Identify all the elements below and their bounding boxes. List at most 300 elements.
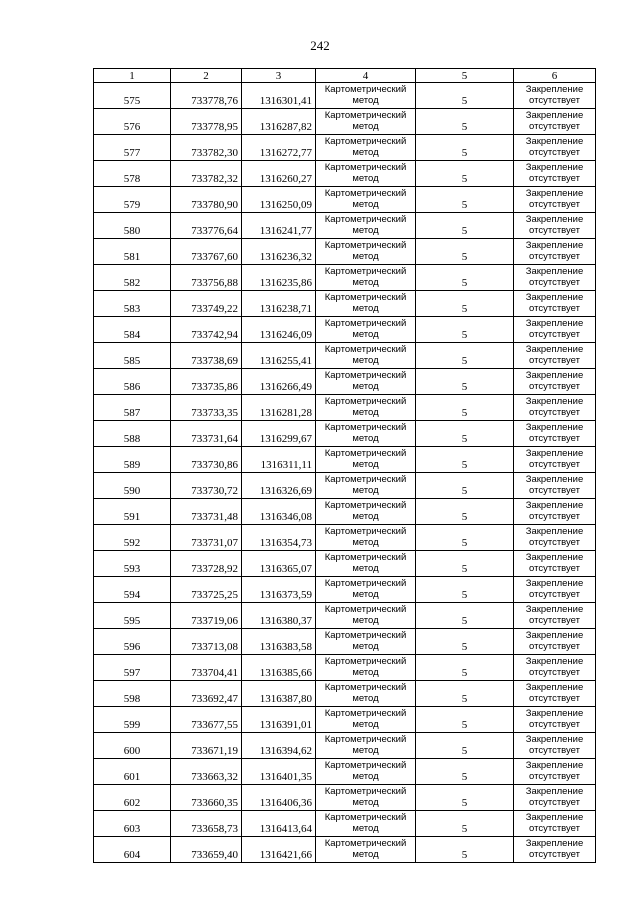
fixing-cell xyxy=(514,447,596,473)
coordinate-x-cell: 733749,22 xyxy=(171,291,242,317)
coordinate-y-cell: 1316299,67 xyxy=(242,421,316,447)
column-header-6: 6 xyxy=(514,69,596,83)
method-line-2: метод xyxy=(352,667,379,678)
table-row xyxy=(94,603,596,629)
fixing-cell xyxy=(514,135,596,161)
method-cell xyxy=(316,473,416,499)
method-line-1: Картометрический xyxy=(324,292,407,303)
coordinate-x-cell: 733731,48 xyxy=(171,499,242,525)
accuracy-cell: 5 xyxy=(416,187,514,213)
method-line-2: метод xyxy=(352,329,379,340)
accuracy-cell: 5 xyxy=(416,343,514,369)
table-row xyxy=(94,421,596,447)
point-number-cell: 575 xyxy=(94,83,171,109)
accuracy-cell: 5 xyxy=(416,837,514,863)
method-line-1: Картометрический xyxy=(324,84,407,95)
coordinate-y-cell: 1316385,66 xyxy=(242,655,316,681)
method-line-2: метод xyxy=(352,693,379,704)
table-row xyxy=(94,759,596,785)
method-line-1: Картометрический xyxy=(324,656,407,667)
fixing-line-1: Закрепление xyxy=(525,630,584,641)
coordinate-x-cell: 733663,32 xyxy=(171,759,242,785)
fixing-line-1: Закрепление xyxy=(525,370,584,381)
table-row xyxy=(94,317,596,343)
fixing-line-2: отсутствует xyxy=(529,303,580,314)
method-cell xyxy=(316,707,416,733)
accuracy-cell: 5 xyxy=(416,317,514,343)
accuracy-cell: 5 xyxy=(416,473,514,499)
method-line-2: метод xyxy=(352,251,379,262)
table-row xyxy=(94,785,596,811)
point-number-cell: 589 xyxy=(94,447,171,473)
method-line-2: метод xyxy=(352,355,379,366)
method-cell xyxy=(316,681,416,707)
coordinate-y-cell: 1316260,27 xyxy=(242,161,316,187)
method-cell xyxy=(316,109,416,135)
fixing-line-2: отсутствует xyxy=(529,693,580,704)
table-row xyxy=(94,369,596,395)
method-line-1: Картометрический xyxy=(324,474,407,485)
point-number-cell: 584 xyxy=(94,317,171,343)
accuracy-cell: 5 xyxy=(416,811,514,837)
table-row xyxy=(94,551,596,577)
table-row xyxy=(94,707,596,733)
table-row xyxy=(94,499,596,525)
fixing-cell xyxy=(514,759,596,785)
method-line-1: Картометрический xyxy=(324,214,407,225)
accuracy-cell: 5 xyxy=(416,135,514,161)
point-number-cell: 600 xyxy=(94,733,171,759)
table-row xyxy=(94,473,596,499)
point-number-cell: 604 xyxy=(94,837,171,863)
fixing-line-1: Закрепление xyxy=(525,786,584,797)
method-line-1: Картометрический xyxy=(324,552,407,563)
accuracy-cell: 5 xyxy=(416,421,514,447)
method-cell xyxy=(316,213,416,239)
fixing-line-1: Закрепление xyxy=(525,526,584,537)
accuracy-cell: 5 xyxy=(416,629,514,655)
point-number-cell: 599 xyxy=(94,707,171,733)
point-number-cell: 577 xyxy=(94,135,171,161)
coordinate-y-cell: 1316346,08 xyxy=(242,499,316,525)
method-cell xyxy=(316,291,416,317)
point-number-cell: 592 xyxy=(94,525,171,551)
coordinate-x-cell: 733660,35 xyxy=(171,785,242,811)
fixing-line-2: отсутствует xyxy=(529,433,580,444)
table-header-row xyxy=(94,69,596,83)
method-cell xyxy=(316,733,416,759)
fixing-cell xyxy=(514,577,596,603)
fixing-line-2: отсутствует xyxy=(529,407,580,418)
table-body xyxy=(94,83,596,863)
fixing-cell xyxy=(514,109,596,135)
fixing-cell xyxy=(514,707,596,733)
fixing-cell xyxy=(514,161,596,187)
fixing-line-1: Закрепление xyxy=(525,708,584,719)
fixing-cell xyxy=(514,369,596,395)
accuracy-cell: 5 xyxy=(416,759,514,785)
fixing-cell xyxy=(514,421,596,447)
method-line-1: Картометрический xyxy=(324,162,407,173)
fixing-line-2: отсутствует xyxy=(529,355,580,366)
fixing-line-2: отсутствует xyxy=(529,745,580,756)
method-line-1: Картометрический xyxy=(324,526,407,537)
coordinate-x-cell: 733735,86 xyxy=(171,369,242,395)
coordinate-x-cell: 733731,64 xyxy=(171,421,242,447)
coordinate-x-cell: 733782,32 xyxy=(171,161,242,187)
table-row xyxy=(94,239,596,265)
method-cell xyxy=(316,369,416,395)
method-line-1: Картометрический xyxy=(324,708,407,719)
fixing-line-1: Закрепление xyxy=(525,292,584,303)
fixing-cell xyxy=(514,395,596,421)
method-cell xyxy=(316,837,416,863)
point-number-cell: 593 xyxy=(94,551,171,577)
coordinate-y-cell: 1316326,69 xyxy=(242,473,316,499)
accuracy-cell: 5 xyxy=(416,83,514,109)
method-line-2: метод xyxy=(352,277,379,288)
method-line-2: метод xyxy=(352,615,379,626)
accuracy-cell: 5 xyxy=(416,369,514,395)
coordinate-y-cell: 1316380,37 xyxy=(242,603,316,629)
fixing-line-1: Закрепление xyxy=(525,578,584,589)
fixing-line-2: отсутствует xyxy=(529,381,580,392)
fixing-cell xyxy=(514,837,596,863)
coordinate-y-cell: 1316250,09 xyxy=(242,187,316,213)
point-number-cell: 598 xyxy=(94,681,171,707)
fixing-line-2: отсутствует xyxy=(529,849,580,860)
fixing-line-2: отсутствует xyxy=(529,771,580,782)
table-row xyxy=(94,187,596,213)
coordinate-x-cell: 733730,72 xyxy=(171,473,242,499)
coordinate-y-cell: 1316281,28 xyxy=(242,395,316,421)
method-line-1: Картометрический xyxy=(324,786,407,797)
coordinate-y-cell: 1316391,01 xyxy=(242,707,316,733)
table-row xyxy=(94,447,596,473)
coordinate-x-cell: 733767,60 xyxy=(171,239,242,265)
method-cell xyxy=(316,499,416,525)
method-cell xyxy=(316,343,416,369)
point-number-cell: 578 xyxy=(94,161,171,187)
fixing-line-1: Закрепление xyxy=(525,812,584,823)
fixing-cell xyxy=(514,239,596,265)
method-cell xyxy=(316,239,416,265)
accuracy-cell: 5 xyxy=(416,655,514,681)
fixing-cell xyxy=(514,629,596,655)
method-line-1: Картометрический xyxy=(324,682,407,693)
method-line-2: метод xyxy=(352,849,379,860)
fixing-line-1: Закрепление xyxy=(525,110,584,121)
point-number-cell: 602 xyxy=(94,785,171,811)
coordinate-x-cell: 733713,08 xyxy=(171,629,242,655)
fixing-line-1: Закрепление xyxy=(525,136,584,147)
method-line-2: метод xyxy=(352,147,379,158)
method-line-1: Картометрический xyxy=(324,604,407,615)
table-row xyxy=(94,395,596,421)
coordinate-y-cell: 1316401,35 xyxy=(242,759,316,785)
fixing-line-1: Закрепление xyxy=(525,604,584,615)
fixing-line-1: Закрепление xyxy=(525,214,584,225)
coordinate-y-cell: 1316301,41 xyxy=(242,83,316,109)
fixing-line-2: отсутствует xyxy=(529,121,580,132)
column-header-3: 3 xyxy=(242,69,316,83)
coordinate-y-cell: 1316238,71 xyxy=(242,291,316,317)
coordinate-x-cell: 733659,40 xyxy=(171,837,242,863)
fixing-line-2: отсутствует xyxy=(529,563,580,574)
point-number-cell: 580 xyxy=(94,213,171,239)
point-number-cell: 594 xyxy=(94,577,171,603)
point-number-cell: 591 xyxy=(94,499,171,525)
fixing-line-1: Закрепление xyxy=(525,552,584,563)
fixing-line-1: Закрепление xyxy=(525,422,584,433)
fixing-cell xyxy=(514,733,596,759)
table-row xyxy=(94,291,596,317)
method-line-2: метод xyxy=(352,407,379,418)
accuracy-cell: 5 xyxy=(416,681,514,707)
method-line-1: Картометрический xyxy=(324,370,407,381)
fixing-line-1: Закрепление xyxy=(525,344,584,355)
point-number-cell: 587 xyxy=(94,395,171,421)
accuracy-cell: 5 xyxy=(416,577,514,603)
point-number-cell: 603 xyxy=(94,811,171,837)
fixing-line-2: отсутствует xyxy=(529,797,580,808)
table-row xyxy=(94,109,596,135)
coordinate-x-cell: 733692,47 xyxy=(171,681,242,707)
point-number-cell: 595 xyxy=(94,603,171,629)
coordinate-x-cell: 733704,41 xyxy=(171,655,242,681)
method-line-2: метод xyxy=(352,433,379,444)
coordinate-x-cell: 733671,19 xyxy=(171,733,242,759)
fixing-line-2: отсутствует xyxy=(529,225,580,236)
method-cell xyxy=(316,265,416,291)
point-number-cell: 582 xyxy=(94,265,171,291)
fixing-cell xyxy=(514,655,596,681)
point-number-cell: 579 xyxy=(94,187,171,213)
coordinate-y-cell: 1316255,41 xyxy=(242,343,316,369)
fixing-line-2: отсутствует xyxy=(529,95,580,106)
fixing-line-1: Закрепление xyxy=(525,188,584,199)
coordinate-y-cell: 1316241,77 xyxy=(242,213,316,239)
coordinate-y-cell: 1316246,09 xyxy=(242,317,316,343)
fixing-line-1: Закрепление xyxy=(525,240,584,251)
method-line-2: метод xyxy=(352,381,379,392)
method-line-2: метод xyxy=(352,485,379,496)
table-row xyxy=(94,83,596,109)
table-row xyxy=(94,681,596,707)
table-row xyxy=(94,161,596,187)
fixing-line-1: Закрепление xyxy=(525,500,584,511)
fixing-line-1: Закрепление xyxy=(525,656,584,667)
point-number-cell: 576 xyxy=(94,109,171,135)
method-line-2: метод xyxy=(352,121,379,132)
fixing-cell xyxy=(514,499,596,525)
point-number-cell: 588 xyxy=(94,421,171,447)
accuracy-cell: 5 xyxy=(416,525,514,551)
fixing-line-2: отсутствует xyxy=(529,147,580,158)
method-line-1: Картометрический xyxy=(324,318,407,329)
coordinates-table xyxy=(93,68,596,863)
method-line-2: метод xyxy=(352,537,379,548)
fixing-line-1: Закрепление xyxy=(525,448,584,459)
method-line-2: метод xyxy=(352,641,379,652)
fixing-cell xyxy=(514,317,596,343)
fixing-line-2: отсутствует xyxy=(529,823,580,834)
point-number-cell: 585 xyxy=(94,343,171,369)
column-header-1: 1 xyxy=(94,69,171,83)
fixing-line-2: отсутствует xyxy=(529,173,580,184)
method-line-2: метод xyxy=(352,797,379,808)
method-cell xyxy=(316,447,416,473)
accuracy-cell: 5 xyxy=(416,213,514,239)
fixing-line-2: отсутствует xyxy=(529,329,580,340)
fixing-line-2: отсутствует xyxy=(529,277,580,288)
coordinate-y-cell: 1316413,64 xyxy=(242,811,316,837)
coordinate-x-cell: 733776,64 xyxy=(171,213,242,239)
method-cell xyxy=(316,577,416,603)
coordinate-y-cell: 1316235,86 xyxy=(242,265,316,291)
fixing-line-1: Закрепление xyxy=(525,838,584,849)
table-row xyxy=(94,213,596,239)
coordinate-x-cell: 733658,73 xyxy=(171,811,242,837)
method-line-2: метод xyxy=(352,719,379,730)
fixing-cell xyxy=(514,265,596,291)
fixing-cell xyxy=(514,83,596,109)
fixing-cell xyxy=(514,473,596,499)
coordinate-x-cell: 733780,90 xyxy=(171,187,242,213)
method-cell xyxy=(316,603,416,629)
fixing-line-1: Закрепление xyxy=(525,396,584,407)
method-line-1: Картометрический xyxy=(324,500,407,511)
method-cell xyxy=(316,785,416,811)
coordinate-x-cell: 733730,86 xyxy=(171,447,242,473)
method-line-2: метод xyxy=(352,771,379,782)
fixing-line-1: Закрепление xyxy=(525,760,584,771)
table-row xyxy=(94,837,596,863)
method-line-2: метод xyxy=(352,199,379,210)
table-row xyxy=(94,265,596,291)
fixing-line-2: отсутствует xyxy=(529,615,580,626)
method-line-2: метод xyxy=(352,511,379,522)
method-cell xyxy=(316,525,416,551)
coordinate-x-cell: 733725,25 xyxy=(171,577,242,603)
fixing-cell xyxy=(514,343,596,369)
accuracy-cell: 5 xyxy=(416,447,514,473)
table-row xyxy=(94,655,596,681)
fixing-cell xyxy=(514,811,596,837)
fixing-line-2: отсутствует xyxy=(529,459,580,470)
coordinate-y-cell: 1316236,32 xyxy=(242,239,316,265)
method-cell xyxy=(316,161,416,187)
method-line-1: Картометрический xyxy=(324,422,407,433)
table-row xyxy=(94,525,596,551)
method-line-1: Картометрический xyxy=(324,344,407,355)
fixing-line-1: Закрепление xyxy=(525,734,584,745)
accuracy-cell: 5 xyxy=(416,499,514,525)
accuracy-cell: 5 xyxy=(416,161,514,187)
coordinate-x-cell: 733756,88 xyxy=(171,265,242,291)
method-line-1: Картометрический xyxy=(324,734,407,745)
method-line-1: Картометрический xyxy=(324,448,407,459)
method-cell xyxy=(316,317,416,343)
fixing-cell xyxy=(514,681,596,707)
method-cell xyxy=(316,395,416,421)
method-cell xyxy=(316,421,416,447)
fixing-line-1: Закрепление xyxy=(525,474,584,485)
column-header-5: 5 xyxy=(416,69,514,83)
coordinate-y-cell: 1316373,59 xyxy=(242,577,316,603)
method-line-1: Картометрический xyxy=(324,136,407,147)
point-number-cell: 597 xyxy=(94,655,171,681)
coordinate-y-cell: 1316272,77 xyxy=(242,135,316,161)
method-cell xyxy=(316,135,416,161)
fixing-line-2: отсутствует xyxy=(529,251,580,262)
fixing-line-2: отсутствует xyxy=(529,511,580,522)
fixing-line-2: отсутствует xyxy=(529,667,580,678)
coordinate-x-cell: 733782,30 xyxy=(171,135,242,161)
accuracy-cell: 5 xyxy=(416,551,514,577)
method-line-2: метод xyxy=(352,745,379,756)
coordinate-x-cell: 733778,95 xyxy=(171,109,242,135)
point-number-cell: 596 xyxy=(94,629,171,655)
point-number-cell: 601 xyxy=(94,759,171,785)
accuracy-cell: 5 xyxy=(416,109,514,135)
table-row xyxy=(94,577,596,603)
table-row xyxy=(94,135,596,161)
fixing-line-1: Закрепление xyxy=(525,318,584,329)
method-line-1: Картометрический xyxy=(324,578,407,589)
coordinate-x-cell: 733719,06 xyxy=(171,603,242,629)
coordinate-y-cell: 1316406,36 xyxy=(242,785,316,811)
method-line-2: метод xyxy=(352,589,379,600)
table-row xyxy=(94,811,596,837)
method-line-1: Картометрический xyxy=(324,760,407,771)
fixing-line-2: отсутствует xyxy=(529,485,580,496)
method-line-1: Картометрический xyxy=(324,630,407,641)
fixing-cell xyxy=(514,525,596,551)
coordinate-y-cell: 1316383,58 xyxy=(242,629,316,655)
method-line-1: Картометрический xyxy=(324,266,407,277)
coordinate-x-cell: 733733,35 xyxy=(171,395,242,421)
coordinate-y-cell: 1316365,07 xyxy=(242,551,316,577)
method-line-2: метод xyxy=(352,823,379,834)
method-cell xyxy=(316,629,416,655)
fixing-line-2: отсутствует xyxy=(529,719,580,730)
table-row xyxy=(94,733,596,759)
column-header-2: 2 xyxy=(171,69,242,83)
method-cell xyxy=(316,811,416,837)
fixing-line-2: отсутствует xyxy=(529,537,580,548)
method-line-2: метод xyxy=(352,303,379,314)
method-line-2: метод xyxy=(352,225,379,236)
coordinate-y-cell: 1316394,62 xyxy=(242,733,316,759)
accuracy-cell: 5 xyxy=(416,239,514,265)
fixing-line-2: отсутствует xyxy=(529,589,580,600)
coordinate-x-cell: 733731,07 xyxy=(171,525,242,551)
method-line-1: Картометрический xyxy=(324,240,407,251)
fixing-cell xyxy=(514,785,596,811)
fixing-line-1: Закрепление xyxy=(525,266,584,277)
method-line-1: Картометрический xyxy=(324,110,407,121)
coordinate-x-cell: 733738,69 xyxy=(171,343,242,369)
fixing-cell xyxy=(514,291,596,317)
fixing-cell xyxy=(514,551,596,577)
point-number-cell: 590 xyxy=(94,473,171,499)
method-line-1: Картометрический xyxy=(324,838,407,849)
coordinate-y-cell: 1316354,73 xyxy=(242,525,316,551)
method-line-2: метод xyxy=(352,563,379,574)
method-cell xyxy=(316,655,416,681)
fixing-line-1: Закрепление xyxy=(525,682,584,693)
